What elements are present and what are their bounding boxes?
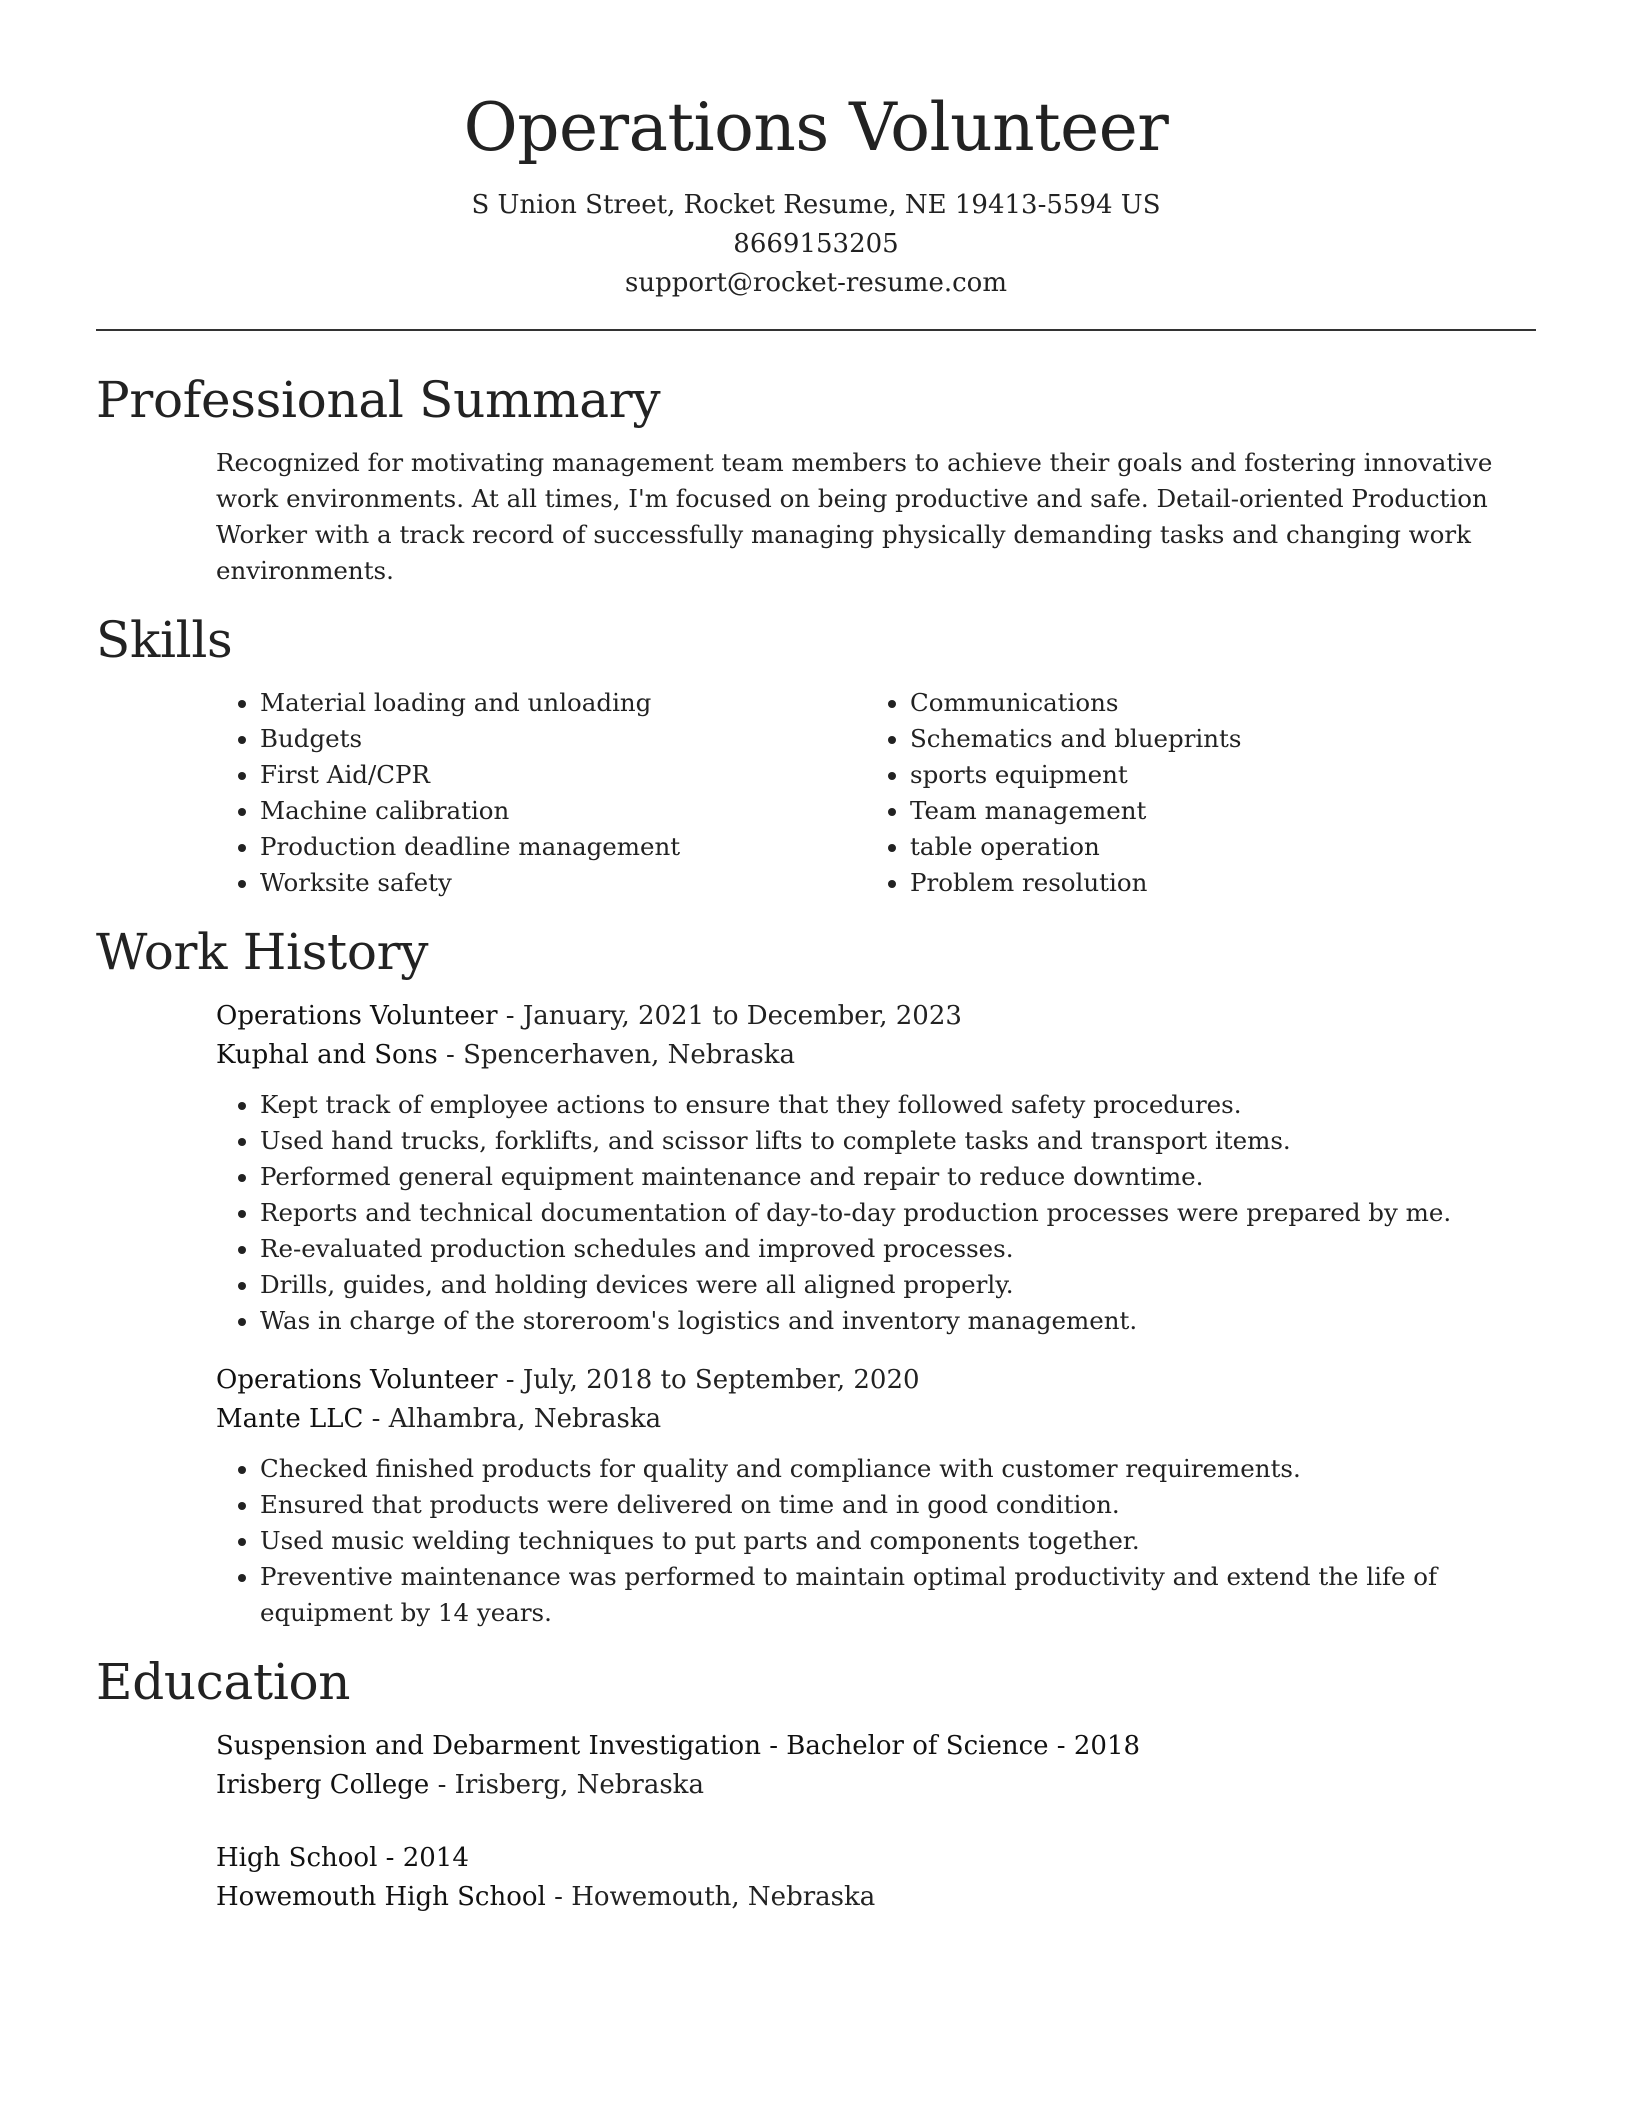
job-duties — [216, 1087, 1536, 1339]
job-title-line — [216, 1361, 1536, 1400]
candidate-name: Operations Volunteer — [463, 89, 1169, 166]
contact-email: support@rocket-resume.com — [624, 268, 1007, 298]
job-duty: • Was in charge of the storeroom's logistics and inventory management. — [260, 1303, 1536, 1339]
skill-item: • Schematics and blueprints — [910, 721, 1516, 757]
job-location: - Alhambra, Nebraska — [363, 1404, 662, 1434]
education-school: Irisberg College — [216, 1770, 430, 1800]
skills-grid — [216, 685, 1536, 901]
skills-column-left — [216, 685, 866, 901]
job-entry — [216, 997, 1536, 1339]
summary-text: Recognized for motivating management team members to achieve their goals and fostering innovative work environments. At all times, I'm focused on being productive and safe. Detail-oriented Production Worker with a track record of successfully managing physically demanding tasks and changing work environments. — [216, 448, 1493, 585]
job-duty: • Kept track of employee actions to ensure that they followed safety procedures. — [260, 1087, 1536, 1123]
job-company: Kuphal and Sons — [216, 1040, 438, 1070]
education-school: Howemouth High School — [216, 1882, 546, 1912]
skill-item: • Budgets — [260, 721, 866, 757]
job-duty: • Performed general equipment maintenance and repair to reduce downtime. — [260, 1159, 1536, 1195]
summary-section — [216, 445, 1536, 589]
job-role: Operations Volunteer — [216, 1001, 498, 1031]
education-degree: High School - 2014 — [216, 1843, 469, 1873]
skill-item: • Machine calibration — [260, 793, 866, 829]
skill-item: • Problem resolution — [910, 865, 1516, 901]
education-school-line — [216, 1878, 1536, 1917]
education-section — [216, 1727, 1536, 1917]
job-duty: • Checked finished products for quality and compliance with customer requirements. — [260, 1451, 1536, 1487]
header-divider — [96, 329, 1536, 331]
job-dates: - January, 2021 to December, 2023 — [497, 1001, 962, 1031]
skill-item: • Team management — [910, 793, 1516, 829]
education-location: - Irisberg, Nebraska — [429, 1770, 704, 1800]
skills-heading: Skills — [96, 611, 233, 669]
job-duty: • Preventive maintenance was performed to maintain optimal productivity and extend the life of equipment by 14 years. — [260, 1559, 1536, 1631]
work-history-section — [216, 997, 1536, 1631]
skill-item: • Production deadline management — [260, 829, 866, 865]
job-duty: • Ensured that products were delivered on time and in good condition. — [260, 1487, 1536, 1523]
work-history-heading: Work History — [96, 923, 429, 981]
contact-phone: 8669153205 — [733, 229, 899, 259]
job-company-line — [216, 1036, 1536, 1075]
education-entry — [216, 1839, 1536, 1917]
skill-item: • Communications — [910, 685, 1516, 721]
job-entry — [216, 1361, 1536, 1631]
skill-item: • sports equipment — [910, 757, 1516, 793]
job-duties — [216, 1451, 1536, 1631]
education-heading: Education — [96, 1653, 351, 1711]
education-degree: Suspension and Debarment Investigation - Bachelor of Science - 2018 — [216, 1731, 1141, 1761]
job-duty: • Used hand trucks, forklifts, and scissor lifts to complete tasks and transport items. — [260, 1123, 1536, 1159]
contact-block — [96, 186, 1536, 303]
education-location: - Howemouth, Nebraska — [545, 1882, 876, 1912]
skill-item: • table operation — [910, 829, 1516, 865]
job-company-line — [216, 1400, 1536, 1439]
skill-item: • First Aid/CPR — [260, 757, 866, 793]
job-title-line — [216, 997, 1536, 1036]
skills-column-right — [866, 685, 1516, 901]
job-company: Mante LLC — [216, 1404, 364, 1434]
job-duty: • Re-evaluated production schedules and improved processes. — [260, 1231, 1536, 1267]
job-duty: • Reports and technical documentation of day-to-day production processes were prepared by me. — [260, 1195, 1536, 1231]
contact-address: S Union Street, Rocket Resume, NE 19413-5594 US — [471, 190, 1161, 220]
job-duty: • Drills, guides, and holding devices were all aligned properly. — [260, 1267, 1536, 1303]
job-duty: • Used music welding techniques to put parts and components together. — [260, 1523, 1536, 1559]
education-entry — [216, 1727, 1536, 1805]
job-dates: - July, 2018 to September, 2020 — [497, 1365, 920, 1395]
job-role: Operations Volunteer — [216, 1365, 498, 1395]
education-school-line — [216, 1766, 1536, 1805]
job-location: - Spencerhaven, Nebraska — [437, 1040, 795, 1070]
summary-heading: Professional Summary — [96, 371, 661, 429]
skill-item: • Worksite safety — [260, 865, 866, 901]
skill-item: • Material loading and unloading — [260, 685, 866, 721]
